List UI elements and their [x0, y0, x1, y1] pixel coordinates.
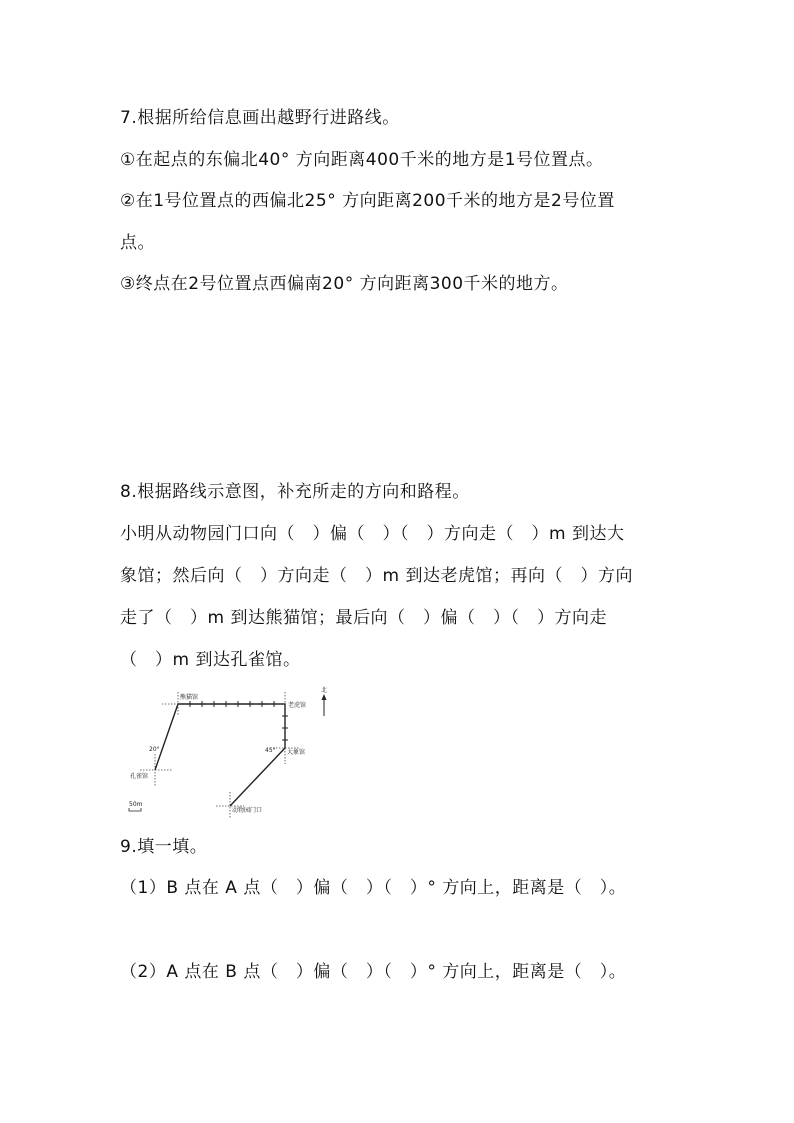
q7-item-1: ①在起点的东偏北40° 方向距离400千米的地方是1号位置点。 — [120, 150, 604, 170]
q7-item-2-cont: 点。 — [120, 233, 155, 253]
north-arrow-icon — [322, 694, 327, 716]
scale-label: 50m — [129, 801, 143, 808]
q7-item-2: ②在1号位置点的西偏北25° 方向距离200千米的地方是2号位置 — [120, 191, 615, 211]
peacock-label: 孔雀馆 — [130, 773, 149, 780]
q8-line-1: 小明从动物园门口向（ ）偏（ ）（ ）方向走（ ）m 到达大 — [120, 524, 625, 544]
angle-right-label: 45° — [265, 747, 276, 754]
route-diagram — [118, 684, 338, 818]
q7-item-3: ③终点在2号位置点西偏南20° 方向距离300千米的地方。 — [120, 274, 569, 294]
q9-item-1: （1）B 点在 A 点（ ）偏（ ）（ ）° 方向上，距离是（ ）。 — [120, 878, 627, 898]
panda-label: 熊猫馆 — [180, 694, 199, 701]
route-ticks — [190, 701, 288, 740]
angle-left-label: 20° — [149, 746, 160, 753]
q9-item-2: （2）A 点在 B 点（ ）偏（ ）（ ）° 方向上，距离是（ ）。 — [120, 962, 627, 982]
q7-title: 7.根据所给信息画出越野行进路线。 — [120, 108, 400, 128]
q8-line-4: （ ）m 到达孔雀馆。 — [120, 650, 301, 670]
gate-label: 动物园门口 — [232, 807, 263, 814]
q8-line-3: 走了（ ）m 到达熊猫馆；最后向（ ）偏（ ）（ ）方向走 — [120, 608, 607, 628]
north-label: 北 — [321, 687, 328, 694]
route-path — [155, 704, 285, 806]
q8-title: 8.根据路线示意图，补充所走的方向和路程。 — [120, 482, 470, 502]
reference-axes — [140, 692, 300, 818]
q9-title: 9.填一填。 — [120, 837, 208, 857]
elephant-label: 大象馆 — [287, 749, 306, 756]
tiger-label: 老虎馆 — [288, 702, 307, 709]
scale-bar — [129, 808, 141, 811]
q8-line-2: 象馆；然后向（ ）方向走（ ）m 到达老虎馆；再向（ ）方向 — [120, 566, 633, 586]
